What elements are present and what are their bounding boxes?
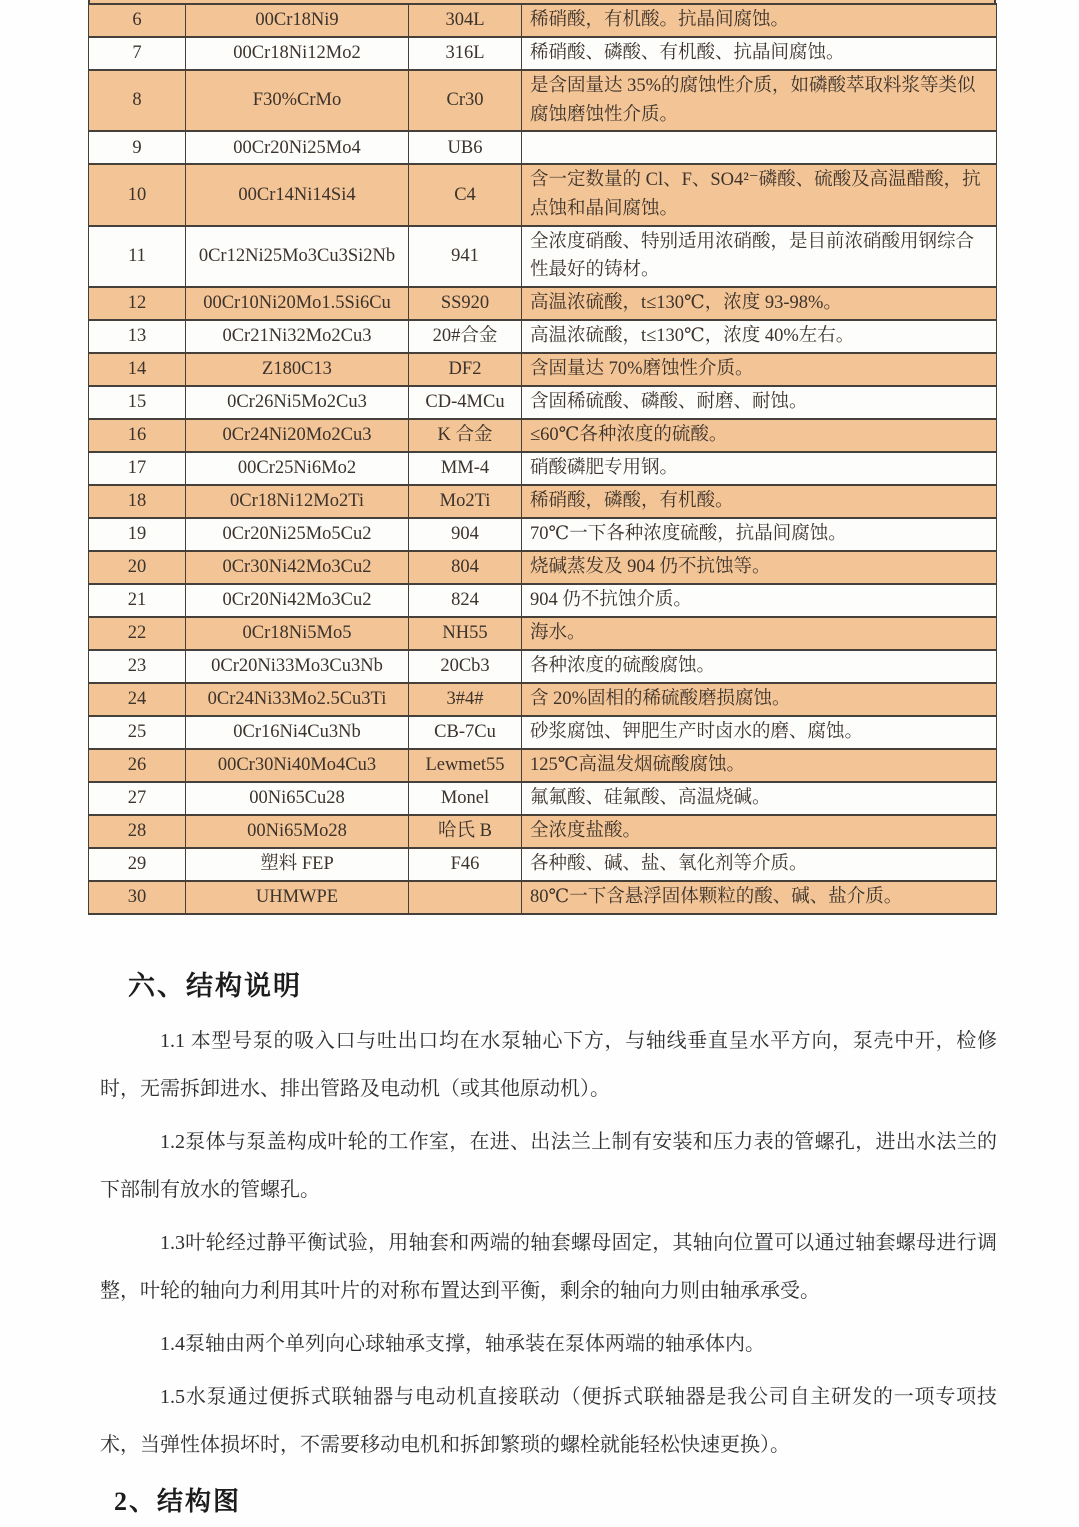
cell-material-grade: 00Cr18Ni9 bbox=[186, 4, 409, 37]
cell-material-code: NH55 bbox=[409, 617, 522, 650]
cell-material-grade: 00Cr14Ni14Si4 bbox=[186, 164, 409, 225]
cell-material-code: 941 bbox=[409, 226, 522, 287]
cell-corrosion-description: 各种酸、碱、盐、氧化剂等介质。 bbox=[522, 848, 997, 881]
cell-row-number: 15 bbox=[89, 386, 186, 419]
table-row bbox=[89, 37, 997, 70]
cell-material-code: Lewmet55 bbox=[409, 749, 522, 782]
cell-corrosion-description: 125℃高温发烟硫酸腐蚀。 bbox=[522, 749, 997, 782]
cell-corrosion-description: 70℃一下各种浓度硫酸，抗晶间腐蚀。 bbox=[522, 518, 997, 551]
cell-corrosion-description: 含固量达 70%磨蚀性介质。 bbox=[522, 353, 997, 386]
cell-corrosion-description: 含一定数量的 Cl、F、SO4²⁻磷酸、硫酸及高温醋酸，抗点蚀和晶间腐蚀。 bbox=[522, 164, 997, 225]
cell-row-number: 21 bbox=[89, 584, 186, 617]
cell-corrosion-description: 稀硝酸、磷酸、有机酸、抗晶间腐蚀。 bbox=[522, 37, 997, 70]
cell-row-number: 19 bbox=[89, 518, 186, 551]
cell-material-grade: 0Cr12Ni25Mo3Cu3Si2Nb bbox=[186, 226, 409, 287]
cell-material-code bbox=[409, 881, 522, 914]
cell-material-code: 20Cb3 bbox=[409, 650, 522, 683]
cell-material-code: SS920 bbox=[409, 287, 522, 320]
cell-corrosion-description bbox=[522, 131, 997, 164]
cell-material-code: DF2 bbox=[409, 353, 522, 386]
structure-paragraph: 1.3叶轮经过静平衡试验，用轴套和两端的轴套螺母固定，其轴向位置可以通过轴套螺母进行调整，叶轮的轴向力利用其叶片的对称布置达到平衡，剩余的轴向力则由轴承承受。 bbox=[100, 1232, 997, 1302]
cell-material-code: 304L bbox=[409, 4, 522, 37]
cell-row-number: 16 bbox=[89, 419, 186, 452]
cell-row-number: 7 bbox=[89, 37, 186, 70]
cell-material-grade: 0Cr24Ni33Mo2.5Cu3Ti bbox=[186, 683, 409, 716]
table-row bbox=[89, 749, 997, 782]
cell-corrosion-description: 是含固量达 35%的腐蚀性介质，如磷酸萃取料浆等类似腐蚀磨蚀性介质。 bbox=[522, 70, 997, 131]
table-row bbox=[89, 70, 997, 131]
cell-row-number: 9 bbox=[89, 131, 186, 164]
table-row bbox=[89, 815, 997, 848]
cell-material-grade: 00Ni65Cu28 bbox=[186, 782, 409, 815]
cell-material-code: 824 bbox=[409, 584, 522, 617]
table-row bbox=[89, 419, 997, 452]
cell-row-number: 28 bbox=[89, 815, 186, 848]
table-row bbox=[89, 386, 997, 419]
table-row bbox=[89, 782, 997, 815]
table-row bbox=[89, 518, 997, 551]
cell-material-grade: 0Cr26Ni5Mo2Cu3 bbox=[186, 386, 409, 419]
cell-row-number: 26 bbox=[89, 749, 186, 782]
cell-row-number: 24 bbox=[89, 683, 186, 716]
cell-material-grade: 0Cr30Ni42Mo3Cu2 bbox=[186, 551, 409, 584]
cell-material-code: 哈氏 B bbox=[409, 815, 522, 848]
cell-material-code: C4 bbox=[409, 164, 522, 225]
cell-row-number: 8 bbox=[89, 70, 186, 131]
cell-corrosion-description: 硝酸磷肥专用钢。 bbox=[522, 452, 997, 485]
table-row bbox=[89, 881, 997, 914]
cell-corrosion-description: 含固稀硫酸、磷酸、耐磨、耐蚀。 bbox=[522, 386, 997, 419]
cell-material-code: Cr30 bbox=[409, 70, 522, 131]
table-row bbox=[89, 485, 997, 518]
table-row bbox=[89, 617, 997, 650]
material-table-grid bbox=[88, 3, 997, 915]
cell-corrosion-description: 80℃一下含悬浮固体颗粒的酸、碱、盐介质。 bbox=[522, 881, 997, 914]
cell-row-number: 29 bbox=[89, 848, 186, 881]
subsection-heading: 2、结构图 bbox=[114, 1487, 242, 1516]
cell-row-number: 25 bbox=[89, 716, 186, 749]
cell-material-code: 804 bbox=[409, 551, 522, 584]
cell-material-code: 3#4# bbox=[409, 683, 522, 716]
cell-corrosion-description: 砂浆腐蚀、钾肥生产时卤水的磨、腐蚀。 bbox=[522, 716, 997, 749]
cell-material-grade: 00Cr25Ni6Mo2 bbox=[186, 452, 409, 485]
cell-corrosion-description: 全浓度硝酸、特别适用浓硝酸，是目前浓硝酸用钢综合性最好的铸材。 bbox=[522, 226, 997, 287]
table-row bbox=[89, 848, 997, 881]
cell-material-grade: 00Cr20Ni25Mo4 bbox=[186, 131, 409, 164]
cell-row-number: 10 bbox=[89, 164, 186, 225]
cell-corrosion-description: 氟氟酸、硅氟酸、高温烧碱。 bbox=[522, 782, 997, 815]
table-row bbox=[89, 320, 997, 353]
cell-corrosion-description: 烧碱蒸发及 904 仍不抗蚀等。 bbox=[522, 551, 997, 584]
table-row bbox=[89, 551, 997, 584]
table-row bbox=[89, 452, 997, 485]
cell-row-number: 13 bbox=[89, 320, 186, 353]
section-heading: 六、结构说明 bbox=[128, 971, 302, 1001]
structure-section bbox=[0, 950, 1079, 1518]
cell-material-grade: 0Cr18Ni5Mo5 bbox=[186, 617, 409, 650]
structure-paragraph: 1.5水泵通过便拆式联轴器与电动机直接联动（便拆式联轴器是我公司自主研发的一项专项技术，当弹性体损坏时，不需要移动电机和拆卸繁琐的螺栓就能轻松快速更换）。 bbox=[100, 1386, 997, 1456]
cell-material-code: 20#合金 bbox=[409, 320, 522, 353]
table-row bbox=[89, 164, 997, 225]
cell-material-grade: 00Cr18Ni12Mo2 bbox=[186, 37, 409, 70]
material-table bbox=[88, 0, 996, 915]
cell-material-code: 316L bbox=[409, 37, 522, 70]
cell-material-grade: UHMWPE bbox=[186, 881, 409, 914]
table-row bbox=[89, 683, 997, 716]
cell-material-code: 904 bbox=[409, 518, 522, 551]
cell-row-number: 12 bbox=[89, 287, 186, 320]
cell-row-number: 18 bbox=[89, 485, 186, 518]
cell-material-grade: Z180C13 bbox=[186, 353, 409, 386]
cell-corrosion-description: 全浓度盐酸。 bbox=[522, 815, 997, 848]
table-row bbox=[89, 650, 997, 683]
cell-row-number: 20 bbox=[89, 551, 186, 584]
cell-material-code: CB-7Cu bbox=[409, 716, 522, 749]
cell-corrosion-description: 高温浓硫酸，t≤130℃，浓度 40%左右。 bbox=[522, 320, 997, 353]
cell-row-number: 6 bbox=[89, 4, 186, 37]
table-row bbox=[89, 131, 997, 164]
table-row bbox=[89, 353, 997, 386]
cell-material-grade: 0Cr18Ni12Mo2Ti bbox=[186, 485, 409, 518]
structure-paragraph: 1.2泵体与泵盖构成叶轮的工作室，在进、出法兰上制有安装和压力表的管螺孔，进出水法兰的下部制有放水的管螺孔。 bbox=[100, 1131, 997, 1201]
cell-corrosion-description: 含 20%固相的稀硫酸磨损腐蚀。 bbox=[522, 683, 997, 716]
section-paragraphs bbox=[100, 1017, 997, 1469]
cell-material-grade: 00Cr30Ni40Mo4Cu3 bbox=[186, 749, 409, 782]
cell-corrosion-description: 海水。 bbox=[522, 617, 997, 650]
cell-material-code: F46 bbox=[409, 848, 522, 881]
cell-row-number: 30 bbox=[89, 881, 186, 914]
structure-paragraph: 1.1 本型号泵的吸入口与吐出口均在水泵轴心下方，与轴线垂直呈水平方向，泵壳中开，检修时，无需拆卸进水、排出管路及电动机（或其他原动机）。 bbox=[100, 1030, 997, 1100]
cell-material-code: MM-4 bbox=[409, 452, 522, 485]
cell-material-grade: 00Cr10Ni20Mo1.5Si6Cu bbox=[186, 287, 409, 320]
cell-material-grade: 0Cr20Ni42Mo3Cu2 bbox=[186, 584, 409, 617]
cell-material-grade: 00Ni65Mo28 bbox=[186, 815, 409, 848]
table-row bbox=[89, 584, 997, 617]
cell-corrosion-description: 各种浓度的硫酸腐蚀。 bbox=[522, 650, 997, 683]
cell-material-grade: 0Cr21Ni32Mo2Cu3 bbox=[186, 320, 409, 353]
table-row bbox=[89, 716, 997, 749]
cell-row-number: 17 bbox=[89, 452, 186, 485]
table-row bbox=[89, 226, 997, 287]
structure-paragraph: 1.4泵轴由两个单列向心球轴承支撑，轴承装在泵体两端的轴承体内。 bbox=[160, 1333, 765, 1355]
table-row bbox=[89, 4, 997, 37]
cell-material-code: CD-4MCu bbox=[409, 386, 522, 419]
cell-corrosion-description: 稀硝酸，磷酸，有机酸。 bbox=[522, 485, 997, 518]
cell-corrosion-description: 904 仍不抗蚀介质。 bbox=[522, 584, 997, 617]
cell-corrosion-description: 稀硝酸，有机酸。抗晶间腐蚀。 bbox=[522, 4, 997, 37]
cell-row-number: 27 bbox=[89, 782, 186, 815]
cell-material-grade: F30%CrMo bbox=[186, 70, 409, 131]
cell-row-number: 23 bbox=[89, 650, 186, 683]
cell-row-number: 11 bbox=[89, 226, 186, 287]
cell-material-grade: 0Cr20Ni25Mo5Cu2 bbox=[186, 518, 409, 551]
cell-material-grade: 塑料 FEP bbox=[186, 848, 409, 881]
cell-material-grade: 0Cr16Ni4Cu3Nb bbox=[186, 716, 409, 749]
table-row bbox=[89, 287, 997, 320]
cell-row-number: 14 bbox=[89, 353, 186, 386]
cell-material-code: UB6 bbox=[409, 131, 522, 164]
cell-material-code: K 合金 bbox=[409, 419, 522, 452]
cell-corrosion-description: ≤60℃各种浓度的硫酸。 bbox=[522, 419, 997, 452]
cell-material-grade: 0Cr20Ni33Mo3Cu3Nb bbox=[186, 650, 409, 683]
cell-material-code: Mo2Ti bbox=[409, 485, 522, 518]
cell-material-code: Monel bbox=[409, 782, 522, 815]
cell-row-number: 22 bbox=[89, 617, 186, 650]
cell-material-grade: 0Cr24Ni20Mo2Cu3 bbox=[186, 419, 409, 452]
cell-corrosion-description: 高温浓硫酸，t≤130℃，浓度 93-98%。 bbox=[522, 287, 997, 320]
